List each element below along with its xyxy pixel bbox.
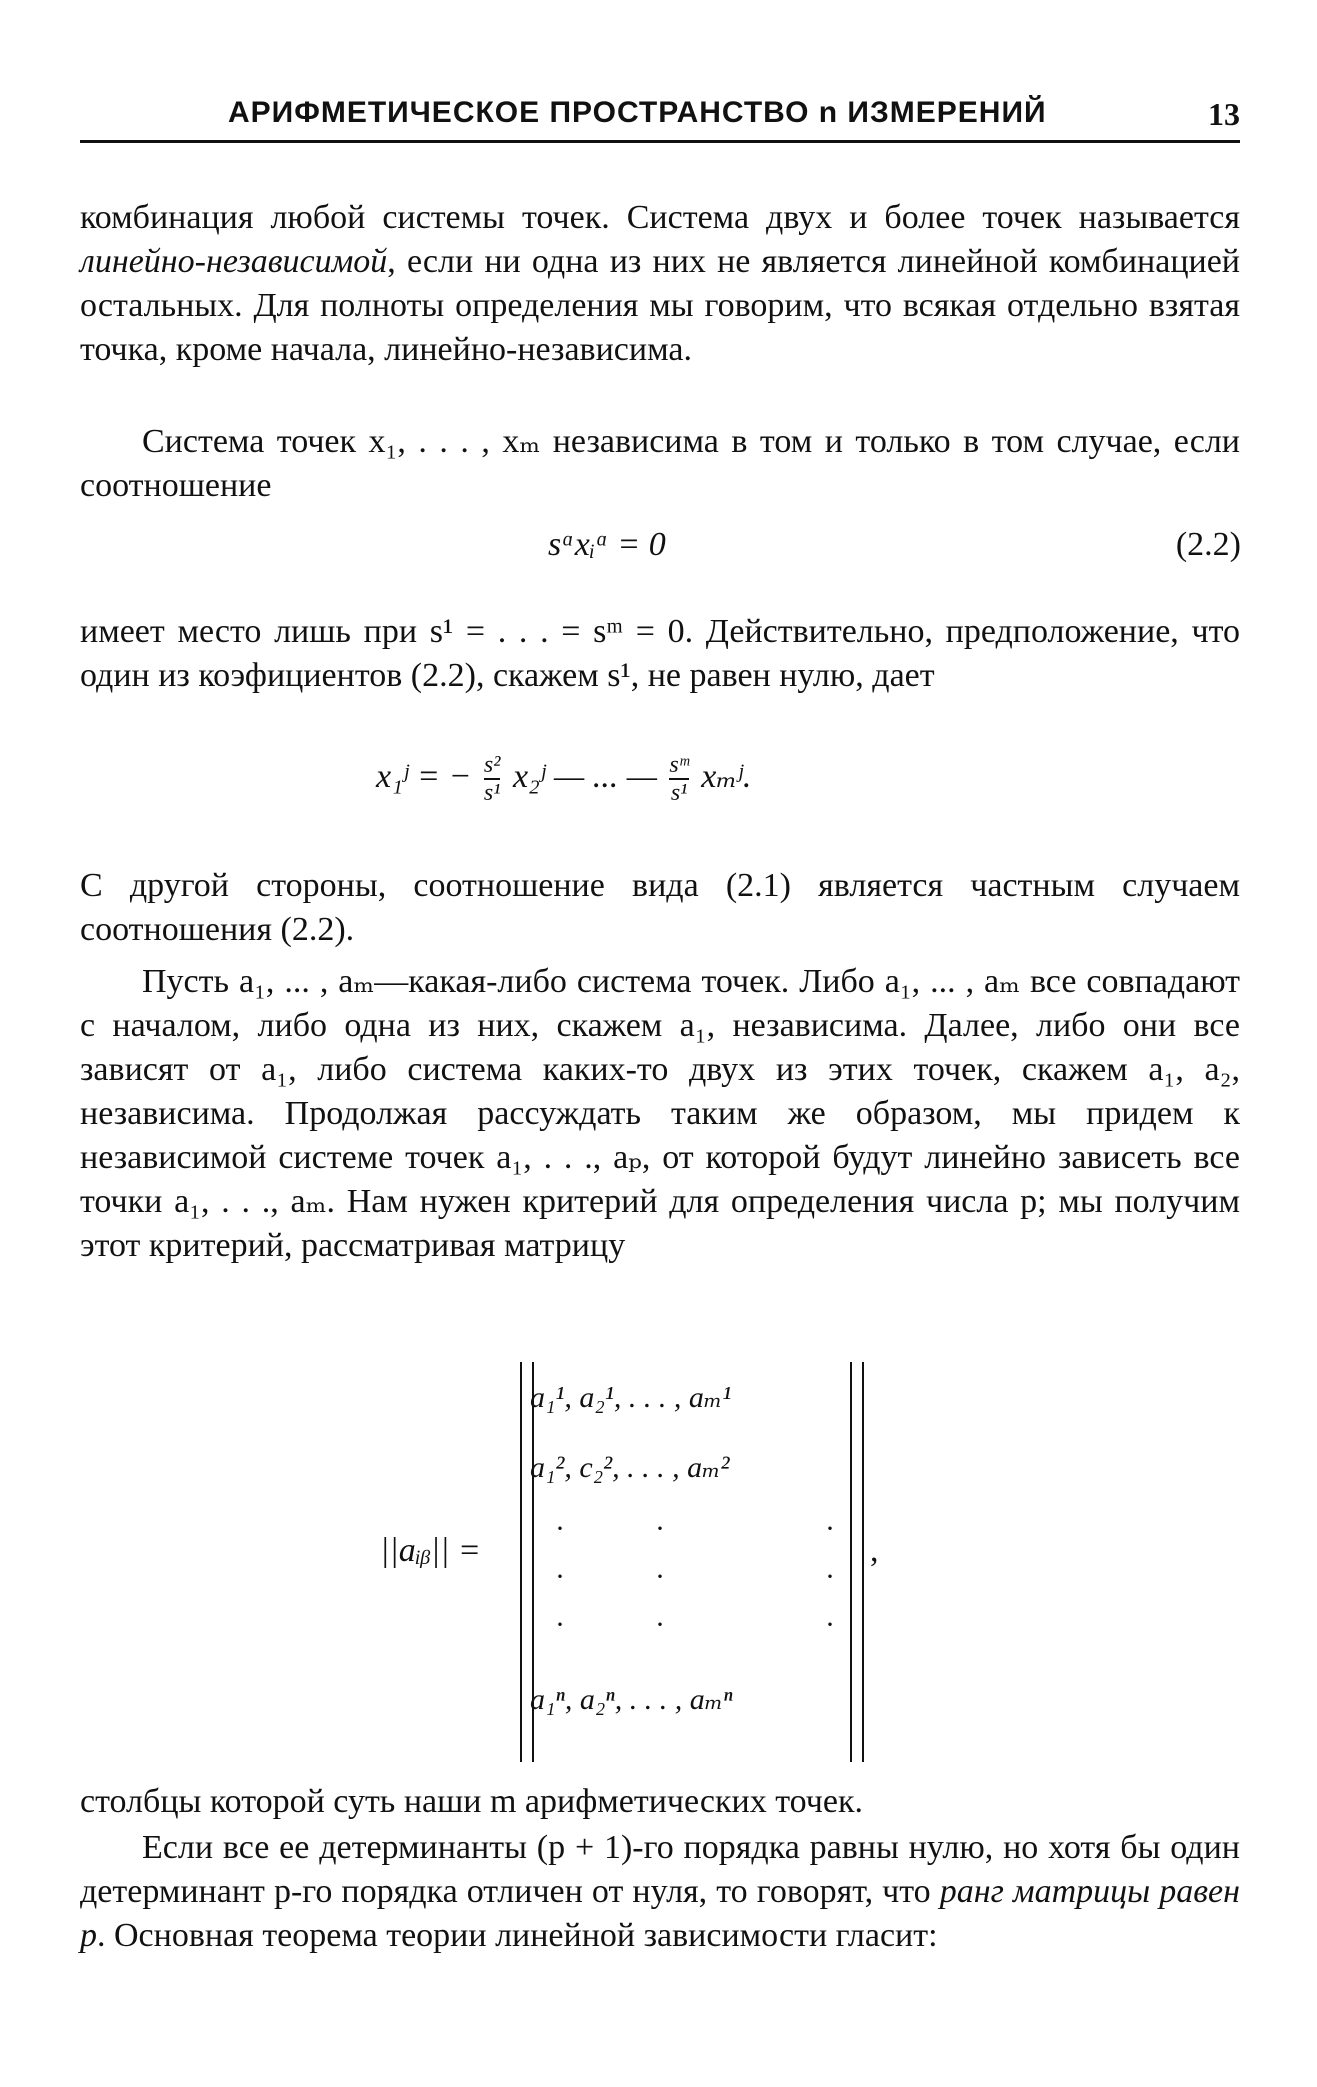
- paragraph-2-text: Система точек x₁, . . . , xₘ независима в том и только в том случае, если соотношение: [80, 423, 1240, 504]
- paragraph-5: [80, 960, 1240, 1268]
- equation-2-2: sᵅxᵢᵅ = 0: [548, 526, 666, 563]
- paragraph-4: [80, 864, 1240, 952]
- paragraph-6-text: столбцы которой суть наши m арифметических точек.: [80, 1783, 863, 1820]
- matrix-dot: ·: [555, 1560, 565, 1593]
- equation-2-2-label: (2.2): [1175, 526, 1241, 563]
- paragraph-7-text-a: Если все ее детерминанты (p + 1)-го порядка равны нулю, но хотя бы один детерминант p-го порядка отличен от нуля, то говорят, что: [80, 1829, 1240, 1910]
- matrix-dot: ·: [825, 1608, 835, 1641]
- matrix-row-1: a₁¹, a₂¹, . . . , aₘ¹: [530, 1381, 732, 1414]
- fraction-2-denominator: s¹: [670, 780, 688, 806]
- fraction-2-numerator: sᵐ: [669, 752, 689, 778]
- paragraph-6: [80, 1780, 1240, 1824]
- matrix-row-2: a₁², c₂², . . . , aₘ²: [530, 1451, 730, 1484]
- matrix-comma: ,: [870, 1532, 879, 1569]
- equation-x-end: xₘʲ.: [701, 757, 752, 795]
- fraction-1-denominator: s¹: [483, 780, 501, 806]
- paragraph-2: [80, 420, 1240, 508]
- paragraph-1-text-a: комбинация любой системы точек. Система двух и более точек называется: [80, 199, 1240, 236]
- fraction-1-numerator: s²: [483, 752, 501, 778]
- fraction-s2-s1: [484, 752, 501, 806]
- paragraph-1: [80, 196, 1240, 372]
- equation-x-lhs: x₁ʲ = −: [376, 757, 472, 795]
- matrix-dot: ·: [655, 1512, 665, 1545]
- paragraph-7: [80, 1826, 1240, 1958]
- matrix-dot: ·: [655, 1608, 665, 1641]
- matrix-dot: ·: [825, 1560, 835, 1593]
- header-rule: [80, 140, 1240, 143]
- matrix-lhs: ||aᵢᵦ|| =: [380, 1532, 481, 1569]
- page-number: 13: [1208, 96, 1240, 132]
- matrix-dot: ·: [555, 1608, 565, 1641]
- equation-x: [376, 752, 751, 806]
- matrix-right-bar: [850, 1362, 864, 1762]
- paragraph-4-text: С другой стороны, соотношение вида (2.1) является частным случаем соотношения (2.2).: [80, 867, 1240, 948]
- matrix-dot: ·: [555, 1512, 565, 1545]
- fraction-sm-s1: [669, 752, 688, 806]
- paragraph-7-text-b: . Основная теорема теории линейной зависимости гласит:: [97, 1917, 938, 1954]
- paragraph-5-text: Пусть a₁, ... , aₘ—какая-либо система точек. Либо a₁, ... , aₘ все совпадают с началом, либо одна из них, скажем a₁, независима. Далее, либо они все зависят от a₁, либо система каких-то двух из этих точек, скажем a₁, a₂, независима. Продолжая рассуждать таким же образом, мы придем к независимой системе точек a₁, . . ., aₚ, от которой будут линейно зависеть все точки a₁, . . ., aₘ. Нам нужен критерий для определения числа p; мы получим этот критерий, рассматривая матрицу: [80, 963, 1240, 1264]
- paragraph-3-text: имеет место лишь при s¹ = . . . = sᵐ = 0. Действительно, предположение, что один из коэфициентов (2.2), скажем s¹, не равен нулю, дает: [80, 613, 1240, 694]
- matrix-dot: ·: [655, 1560, 665, 1593]
- paragraph-3: [80, 610, 1240, 698]
- header-title: АРИФМЕТИЧЕСКОЕ ПРОСТРАНСТВО n ИЗМЕРЕНИЙ: [228, 96, 1047, 129]
- paragraph-7-emphasis: ранг матрицы равен p: [80, 1873, 1240, 1954]
- matrix-row-n: a₁ⁿ, a₂ⁿ, . . . , aₘⁿ: [530, 1683, 733, 1716]
- matrix-dot: ·: [825, 1512, 835, 1545]
- paragraph-1-text-b: , если ни одна из них не является линейной комбинацией остальных. Для полноты определения мы говорим, что всякая отдельно взятая точка, кроме начала, линейно-независима.: [80, 243, 1240, 368]
- paragraph-1-emphasis: линейно-независимой: [80, 243, 388, 280]
- equation-x-middle: x₂ʲ — ... —: [512, 757, 657, 795]
- matrix-a: [380, 1362, 879, 1762]
- running-header: [80, 96, 1240, 136]
